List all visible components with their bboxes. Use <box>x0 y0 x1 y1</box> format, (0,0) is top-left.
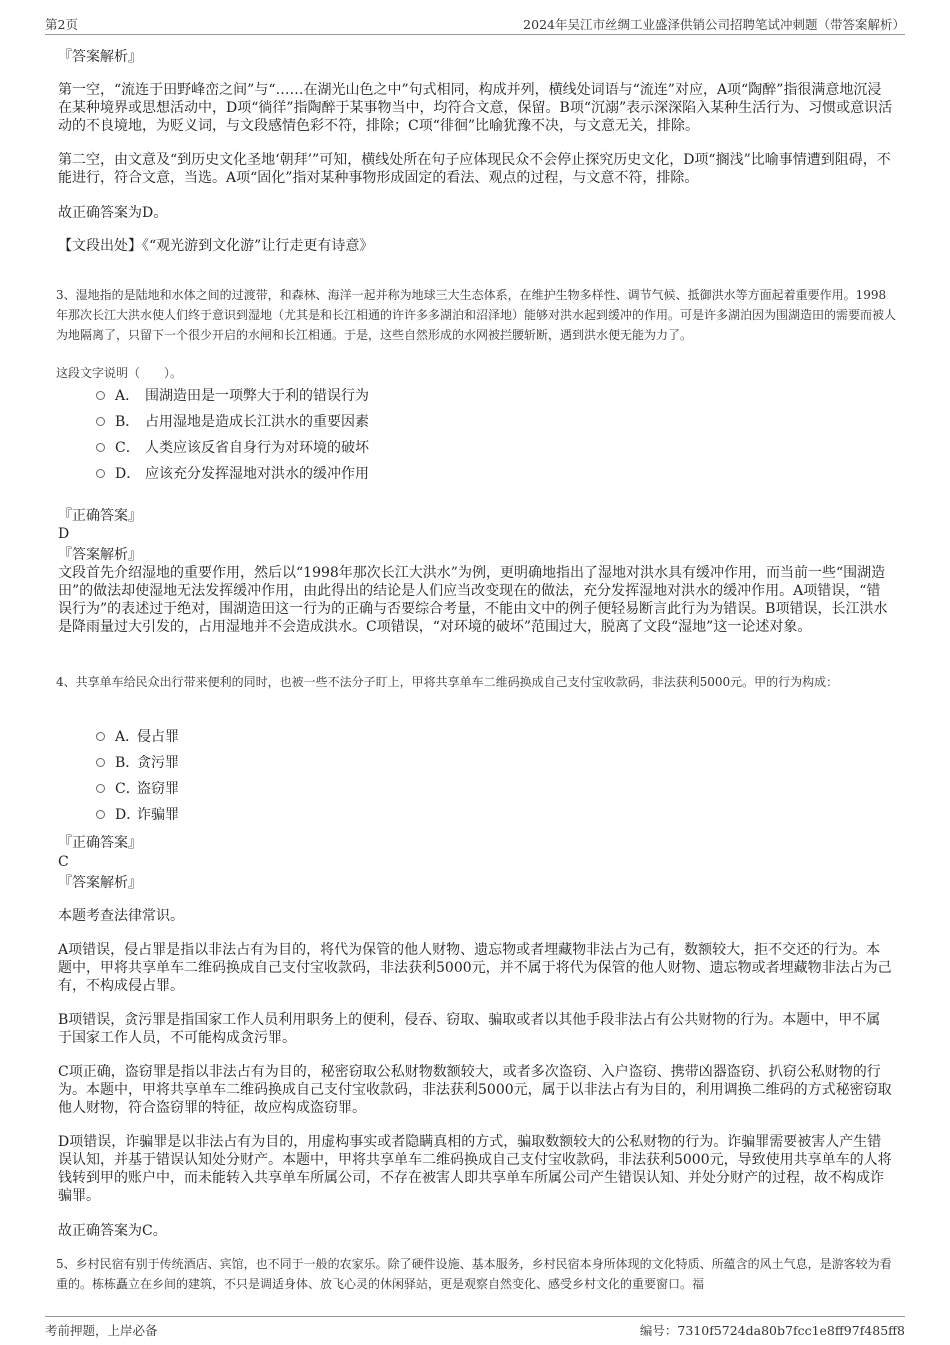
q3-stem: 3、湿地指的是陆地和水体之间的过渡带，和森林、海洋一起并称为地球三大生态体系，在维护生物多样性、调节气候、抵御洪水等方面起着重要作用。1998年那次长江大洪水使人们终于意识到湿地（尤其是和长江相通的许许多多湖泊和沼泽地）能够对洪水起到缓冲的作用。可是许多湖泊因为围湖造田的需要而被人为地隔离了，只留下一个很少开启的水闸和长江相通。于是，这些自然形成的水网被拦腰斩断，遇到洪水便无能为力了。 <box>56 288 897 342</box>
option-text: 诈骗罪 <box>137 807 179 823</box>
q3-prompt: 这段文字说明（ ）。 <box>56 366 183 380</box>
q4-analysis-a: A项错误，侵占罪是指以非法占有为目的，将代为保管的他人财物、遗忘物或者埋藏物非法占为己有，数额较大，拒不交还的行为。本题中，甲将共享单车二维码换成自己支付宝收款码，非法获利5000元，并不属于将代为保管的他人财物、遗忘物或者埋藏物非法占为己有，不构成侵占罪。 <box>58 942 892 994</box>
option-label: B． <box>115 755 140 771</box>
footer-code: 编号：7310f5724da80b7fcc1e8ff97f485ff8 <box>639 1323 905 1338</box>
q4-analysis-c: C项正确，盗窃罪是指以非法占有为目的，秘密窃取公私财物数额较大，或者多次盗窃、入户盗窃、携带凶器盗窃、扒窃公私财物的行为。本题中，甲将共享单车二维码换成自己支付宝收款码，非法获利5000元，属于以非法占有为目的，利用调换二维码的方式秘密窃取他人财物，符合盗窃罪的特征，故应构成盗窃罪。 <box>58 1064 892 1116</box>
option-label: A． <box>115 729 140 745</box>
option-text: 人类应该反省自身行为对环境的破坏 <box>145 440 369 456</box>
option-label: C． <box>115 440 140 456</box>
q2-analysis-label: 『答案解析』 <box>58 49 142 65</box>
radio-button[interactable] <box>96 469 105 478</box>
option-label: D． <box>115 807 141 823</box>
q4-answer-label: 『正确答案』 <box>58 835 142 851</box>
radio-button[interactable] <box>96 732 105 741</box>
radio-button[interactable] <box>96 391 105 400</box>
q2-source: 【文段出处】《“观光游到文化游”让行走更有诗意》 <box>58 238 374 254</box>
option-label: A． <box>115 388 140 404</box>
option-text: 侵占罪 <box>137 729 179 745</box>
radio-button[interactable] <box>96 810 105 819</box>
radio-button[interactable] <box>96 417 105 426</box>
q5-stem: 5、乡村民宿有别于传统酒店、宾馆，也不同于一般的农家乐。除了硬件设施、基本服务，乡村民宿本身所体现的文化特质、所蕴含的风土气息，是游客较为看重的。栋栋矗立在乡间的建筑，不只是调适身体、放飞心灵的休闲驿站，更是观察自然变化、感受乡村文化的重要窗口。福 <box>56 1257 892 1291</box>
q4-option-b[interactable] <box>96 753 179 773</box>
page-header <box>45 14 905 35</box>
option-label: C． <box>115 781 140 797</box>
q3-option-b[interactable] <box>96 412 369 432</box>
radio-button[interactable] <box>96 758 105 767</box>
option-text: 应该充分发挥湿地对洪水的缓冲作用 <box>145 466 369 482</box>
q3-option-d[interactable] <box>96 464 369 484</box>
q2-conclusion: 故正确答案为D。 <box>58 205 168 221</box>
q3-analysis-label: 『答案解析』 <box>58 547 142 563</box>
document-title: 2024年吴江市丝绸工业盛泽供销公司招聘笔试冲刺题（带答案解析） <box>523 17 905 32</box>
option-label: B． <box>115 414 140 430</box>
q4-analysis-label: 『答案解析』 <box>58 875 142 891</box>
q4-conclusion: 故正确答案为C。 <box>58 1223 167 1239</box>
option-text: 围湖造田是一项弊大于利的错误行为 <box>145 388 369 404</box>
q4-option-c[interactable] <box>96 779 179 799</box>
q2-analysis-paragraph-2: 第二空，由文意及“到历史文化圣地‘朝拜’”可知，横线处所在句子应体现民众不会停止探究历史文化，D项“搁浅”比喻事情遭到阻碍，不能进行，符合文意，当选。A项“固化”指对某种事物形成固定的看法、观点的过程，与文意不符，排除。 <box>58 152 891 186</box>
q2-analysis-paragraph-1: 第一空，“流连于田野峰峦之间”与“……在湖光山色之中”句式相同，构成并列，横线处词语与“流连”对应，A项“陶醉”指很满意地沉浸在某种境界或思想活动中，D项“徜徉”指陶醉于某事物当中，均符合文意，保留。B项“沉溺”表示深深陷入某种生活行为、习惯或意识活动的不良境地，为贬义词，与文段感情色彩不符，排除；C项“徘徊”比喻犹豫不决，与文意无关，排除。 <box>58 82 893 134</box>
q3-analysis: 文段首先介绍湿地的重要作用，然后以“1998年那次长江大洪水”为例，更明确地指出了湿地对洪水具有缓冲作用，而当前一些“围湖造田”的做法却使湿地无法发挥缓冲作用，由此得出的结论是人们应当改变现在的做法，充分发挥湿地对洪水的缓冲作用。A项错误，“错误行为”的表述过于绝对，围湖造田这一行为的正确与否要综合考量，不能由文中的例子便轻易断言此行为为错误。B项错误，长江洪水是降雨量过大引发的，占用湿地并不会造成洪水。C项错误，“对环境的破坏”范围过大，脱离了文段“湿地”这一论述对象。 <box>58 565 888 635</box>
radio-button[interactable] <box>96 443 105 452</box>
radio-button[interactable] <box>96 784 105 793</box>
q4-option-d[interactable] <box>96 805 179 825</box>
option-text: 盗窃罪 <box>137 781 179 797</box>
option-label: D． <box>115 466 141 482</box>
q4-analysis-d: D项错误，诈骗罪是以非法占有为目的，用虚构事实或者隐瞒真相的方式，骗取数额较大的公私财物的行为。诈骗罪需要被害人产生错误认知，并基于错误认知处分财产。本题中，甲将共享单车二维码换成自己支付宝收款码，非法获利5000元，导致使用共享单车的人将钱转到甲的账户中，而未能转入共享单车所属公司，不存在被害人即共享单车所属公司产生错误认知、并处分财产的过程，故不构成诈骗罪。 <box>58 1134 892 1204</box>
q4-stem: 4、共享单车给民众出行带来便利的同时，也被一些不法分子盯上，甲将共享单车二维码换成自己支付宝收款码，非法获利5000元。甲的行为构成： <box>56 675 839 689</box>
q3-option-a[interactable] <box>96 386 369 406</box>
footer-slogan: 考前押题，上岸必备 <box>45 1323 158 1338</box>
q4-analysis-b: B项错误，贪污罪是指国家工作人员利用职务上的便利，侵吞、窃取、骗取或者以其他手段非法占有公共财物的行为。本题中，甲不属于国家工作人员，不可能构成贪污罪。 <box>58 1012 881 1046</box>
page-number: 第2页 <box>45 17 78 32</box>
q3-answer-label: 『正确答案』 <box>58 508 142 524</box>
option-text: 贪污罪 <box>137 755 179 771</box>
page-footer <box>45 1316 905 1339</box>
q3-option-c[interactable] <box>96 438 369 458</box>
q4-answer: C <box>58 854 69 870</box>
q4-option-a[interactable] <box>96 727 179 747</box>
q3-answer: D <box>58 526 70 542</box>
option-text: 占用湿地是造成长江洪水的重要因素 <box>145 414 369 430</box>
q4-intro: 本题考查法律常识。 <box>58 908 184 924</box>
